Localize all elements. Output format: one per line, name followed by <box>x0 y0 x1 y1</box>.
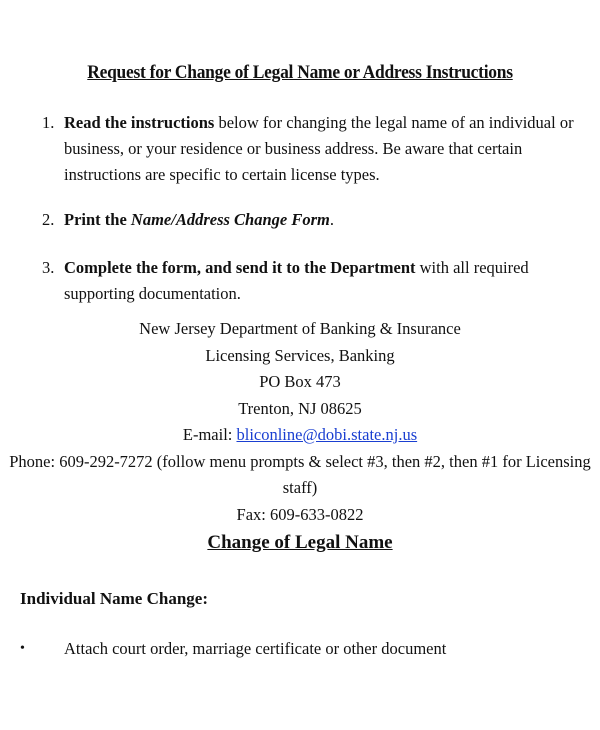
step-text <box>64 255 587 307</box>
section-title: Change of Legal Name <box>207 532 393 553</box>
address-city: Trenton, NJ 08625 <box>238 398 362 418</box>
instruction-step-2 <box>42 207 587 233</box>
address-org: New Jersey Department of Banking & Insurance <box>139 319 461 338</box>
address-division: Licensing Services, Banking <box>205 345 395 365</box>
step-text <box>64 110 587 188</box>
step-bold-text: Complete the form, and send it to the Department <box>64 258 416 277</box>
address-fax: Fax: 609-633-0822 <box>236 504 364 524</box>
address-po-box: PO Box 473 <box>259 372 341 391</box>
step-bold-text: Print the <box>64 210 131 229</box>
step-rest-text: below for changing the legal name of an individual or business, or your residence or business address. Be aware that certain instructions are specific to certain license types. <box>64 113 574 184</box>
step-number: 2. <box>42 210 55 229</box>
address-phone: Phone: 609-292-7272 (follow menu prompts & select #3, then #2, then #1 for Licensing staff) <box>9 451 591 497</box>
list-item-text: Attach court order, marriage certificate or other document <box>64 639 447 658</box>
email-label: E-mail: <box>182 425 233 444</box>
address-email-line <box>0 422 600 449</box>
instruction-step-3 <box>42 255 587 307</box>
step-bold-text: Read the instructions <box>64 113 215 132</box>
step-text <box>64 207 587 233</box>
step-rest-text: with all required supporting documentation. <box>64 258 529 303</box>
bullet-icon: • <box>20 641 25 656</box>
department-address-block <box>0 316 600 528</box>
section-subhead: Individual Name Change: <box>20 589 208 608</box>
form-name-link[interactable]: Name/Address Change Form <box>130 210 330 229</box>
instruction-step-1 <box>42 110 587 188</box>
step-number: 3. <box>42 258 55 277</box>
step-number: 1. <box>42 113 55 132</box>
page-title: Request for Change of Legal Name or Address Instructions <box>87 62 513 83</box>
step-rest-text: . <box>329 210 334 229</box>
email-link[interactable]: bliconline@dobi.state.nj.us <box>236 425 418 444</box>
